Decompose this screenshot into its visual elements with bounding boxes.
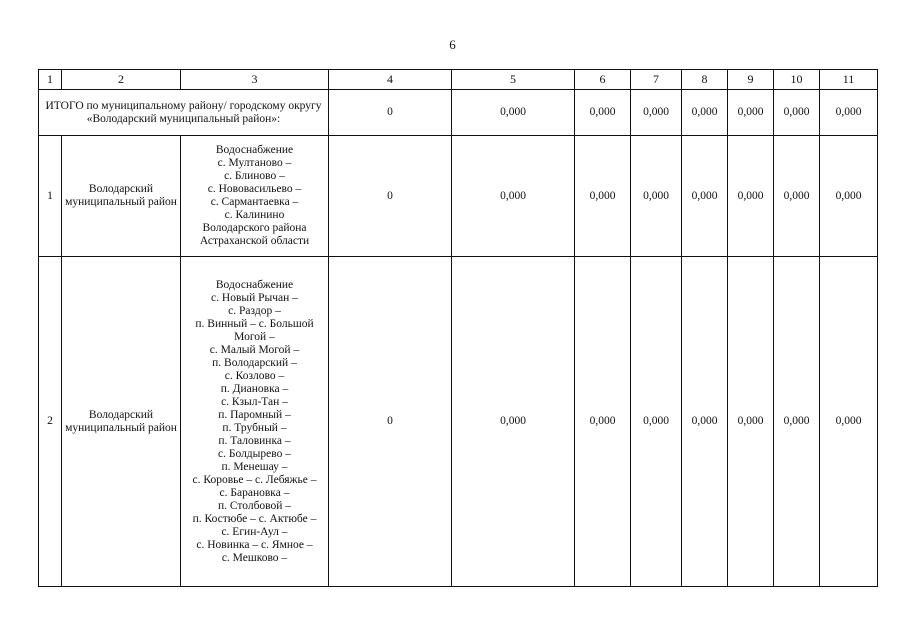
description-line: с. Блиново –: [224, 170, 285, 182]
description-line: с. Новинка – с. Ямное –: [196, 538, 313, 551]
table-cell: 0,000: [820, 90, 878, 136]
column-header: 4: [329, 70, 452, 90]
table-cell: 0,000: [728, 90, 774, 136]
description-line: п. Володарский –: [212, 356, 297, 369]
district-name: Володарский муниципальный район: [62, 136, 181, 257]
description-line: Водоснабжение: [215, 278, 294, 291]
description-line: с. Мешково –: [221, 551, 288, 564]
description-line: Володарского района: [202, 222, 307, 234]
table-cell: 0,000: [452, 90, 575, 136]
description-line: с. Болдырево –: [218, 447, 291, 460]
description-line: с. Раздор –: [228, 304, 281, 317]
table-cell: 0,000: [631, 257, 682, 587]
column-header: 10: [774, 70, 820, 90]
table-cell: 0,000: [728, 257, 774, 587]
column-header: 6: [575, 70, 631, 90]
description-line: п. Винный – с. Большой: [195, 317, 314, 330]
row-number: 1: [39, 136, 62, 257]
description-line: с. Козлово –: [224, 369, 285, 382]
table-cell: 0,000: [631, 136, 682, 257]
column-header: 8: [682, 70, 728, 90]
table-cell: 0,000: [774, 136, 820, 257]
column-header: 1: [39, 70, 62, 90]
description-line: с. Кзыл-Тан –: [221, 395, 288, 408]
description-line: с. Малый Могой –: [209, 343, 300, 356]
description-line: с. Сармантаевка –: [210, 196, 299, 208]
page-number: 6: [449, 37, 456, 52]
description-line: п. Костюбе – с. Актюбе –: [192, 512, 317, 525]
table-cell: 0,000: [452, 136, 575, 257]
description-line: с. Новый Рычан –: [211, 291, 298, 304]
row-number: 2: [39, 257, 62, 587]
description-line: Могой –: [234, 330, 275, 343]
table-cell: 0,000: [575, 90, 631, 136]
description-line: с. Мултаново –: [217, 157, 292, 169]
total-row: [39, 90, 878, 136]
table-header-row: [39, 70, 878, 90]
description-line: Водоснабжение: [215, 144, 294, 156]
data-table: [38, 69, 878, 587]
table-cell: 0: [329, 90, 452, 136]
description-line: п. Паромный –: [218, 408, 291, 421]
column-header: 7: [631, 70, 682, 90]
description-line: п. Столбовой –: [217, 499, 292, 512]
table-cell: 0,000: [774, 90, 820, 136]
description-line: с. Калинино: [224, 209, 285, 221]
object-description: [181, 136, 329, 257]
description-line: п. Трубный –: [222, 421, 287, 434]
table-cell: 0,000: [682, 90, 728, 136]
table-cell: 0,000: [631, 90, 682, 136]
description-line: с. Егин-Аул –: [221, 525, 288, 538]
total-label: ИТОГО по муниципальному району/ городскому округу «Володарский муниципальный район»:: [39, 90, 329, 136]
table-cell: 0,000: [452, 257, 575, 587]
description-line: с. Барановка –: [219, 486, 290, 499]
description-line: с. Нововасильево –: [207, 183, 302, 195]
table-row: [39, 257, 878, 587]
description-line: Астраханской области: [199, 235, 310, 247]
column-header: 5: [452, 70, 575, 90]
description-line: с. Коровье – с. Лебяжье –: [192, 473, 317, 486]
description-line: п. Таловинка –: [218, 434, 291, 447]
table-row: [39, 136, 878, 257]
object-description: [181, 257, 329, 587]
column-header: 9: [728, 70, 774, 90]
table-cell: 0,000: [820, 136, 878, 257]
description-line: п. Диановка –: [220, 382, 289, 395]
table-cell: 0,000: [575, 136, 631, 257]
column-header: 3: [181, 70, 329, 90]
description-line: п. Менешау –: [221, 460, 288, 473]
table-cell: 0,000: [575, 257, 631, 587]
district-name: Володарский муниципальный район: [62, 257, 181, 587]
column-header: 11: [820, 70, 878, 90]
column-header: 2: [62, 70, 181, 90]
table-cell: 0,000: [774, 257, 820, 587]
table-cell: 0,000: [682, 257, 728, 587]
table-cell: 0: [329, 257, 452, 587]
table-cell: 0,000: [728, 136, 774, 257]
table-cell: 0,000: [820, 257, 878, 587]
table-cell: 0: [329, 136, 452, 257]
table-cell: 0,000: [682, 136, 728, 257]
